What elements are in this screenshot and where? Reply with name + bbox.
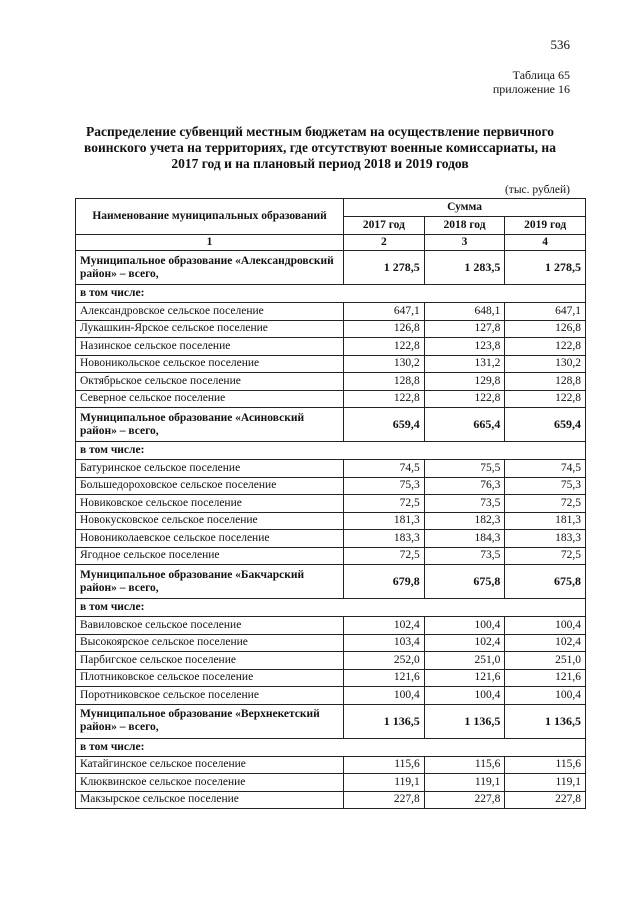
value-2017: 72,5	[344, 495, 425, 513]
table-row	[76, 495, 586, 513]
table-row	[76, 774, 586, 792]
subheading-row	[76, 599, 586, 617]
row-name: Макзырское сельское поселение	[76, 791, 344, 809]
value-2019: 122,8	[505, 390, 586, 408]
value-2019: 100,4	[505, 687, 586, 705]
value-2018: 227,8	[424, 791, 505, 809]
value-2018: 76,3	[424, 477, 505, 495]
value-2017: 74,5	[344, 460, 425, 478]
row-name: Поротниковское сельское поселение	[76, 687, 344, 705]
subheading-label: в том числе:	[76, 599, 586, 617]
value-2019: 659,4	[505, 408, 586, 442]
value-2018: 184,3	[424, 530, 505, 548]
header-year-2019: 2019 год	[505, 217, 586, 235]
value-2018: 123,8	[424, 338, 505, 356]
value-2018: 665,4	[424, 408, 505, 442]
value-2019: 675,8	[505, 565, 586, 599]
value-2017: 181,3	[344, 512, 425, 530]
value-2017: 100,4	[344, 687, 425, 705]
value-2018: 182,3	[424, 512, 505, 530]
value-2019: 1 136,5	[505, 704, 586, 738]
row-name: Новокусковское сельское поселение	[76, 512, 344, 530]
value-2019: 122,8	[505, 338, 586, 356]
subheading-row	[76, 285, 586, 303]
row-name: Большедороховское сельское поселение	[76, 477, 344, 495]
table-row	[76, 669, 586, 687]
row-name: Плотниковское сельское поселение	[76, 669, 344, 687]
table-header	[76, 199, 586, 251]
value-2019: 121,6	[505, 669, 586, 687]
table-row	[76, 355, 586, 373]
table-row	[76, 303, 586, 321]
municipality-total-row	[76, 565, 586, 599]
subheading-label: в том числе:	[76, 442, 586, 460]
table-row	[76, 320, 586, 338]
table-row	[76, 652, 586, 670]
table-body	[76, 251, 586, 809]
row-name: Клюквинское сельское поселение	[76, 774, 344, 792]
value-2019: 647,1	[505, 303, 586, 321]
value-2018: 119,1	[424, 774, 505, 792]
table-row	[76, 460, 586, 478]
row-name: Новоникольское сельское поселение	[76, 355, 344, 373]
row-name: Северное сельское поселение	[76, 390, 344, 408]
value-2019: 75,3	[505, 477, 586, 495]
value-2017: 122,8	[344, 338, 425, 356]
subheading-label: в том числе:	[76, 285, 586, 303]
value-2017: 128,8	[344, 373, 425, 391]
value-2017: 252,0	[344, 652, 425, 670]
value-2017: 679,8	[344, 565, 425, 599]
appendix-label: приложение 16	[492, 82, 570, 96]
value-2019: 130,2	[505, 355, 586, 373]
value-2018: 73,5	[424, 547, 505, 565]
value-2018: 73,5	[424, 495, 505, 513]
row-name: Новониколаевское сельское поселение	[76, 530, 344, 548]
header-num-1: 1	[76, 235, 344, 251]
value-2019: 74,5	[505, 460, 586, 478]
value-2018: 115,6	[424, 756, 505, 774]
value-2017: 227,8	[344, 791, 425, 809]
table-row	[76, 338, 586, 356]
value-2018: 75,5	[424, 460, 505, 478]
value-2019: 119,1	[505, 774, 586, 792]
row-name: Лукашкин-Ярское сельское поселение	[76, 320, 344, 338]
page-number: 536	[550, 37, 570, 52]
value-2019: 72,5	[505, 547, 586, 565]
document-title: Распределение субвенций местным бюджетам на осуществление первичного воинского учета на территориях, где отсутствуют военные комиссариаты, на 2017 год и на плановый период 2018 и 2019 годов	[84, 124, 556, 171]
table-row	[76, 634, 586, 652]
row-name: Муниципальное образование «Верхнекетский район» – всего,	[76, 704, 344, 738]
table-row	[76, 617, 586, 635]
row-name: Октябрьское сельское поселение	[76, 373, 344, 391]
table-row	[76, 791, 586, 809]
table-row	[76, 756, 586, 774]
value-2018: 102,4	[424, 634, 505, 652]
value-2017: 75,3	[344, 477, 425, 495]
table-row	[76, 512, 586, 530]
subheading-label: в том числе:	[76, 738, 586, 756]
value-2017: 122,8	[344, 390, 425, 408]
value-2019: 100,4	[505, 617, 586, 635]
value-2017: 1 278,5	[344, 251, 425, 285]
row-name: Назинское сельское поселение	[76, 338, 344, 356]
row-name: Катайгинское сельское поселение	[76, 756, 344, 774]
value-2017: 647,1	[344, 303, 425, 321]
value-2018: 675,8	[424, 565, 505, 599]
header-name: Наименование муниципальных образований	[76, 199, 344, 235]
value-2019: 102,4	[505, 634, 586, 652]
row-name: Вавиловское сельское поселение	[76, 617, 344, 635]
value-2017: 130,2	[344, 355, 425, 373]
row-name: Муниципальное образование «Асиновский район» – всего,	[76, 408, 344, 442]
value-2019: 72,5	[505, 495, 586, 513]
subheading-row	[76, 738, 586, 756]
row-name: Александровское сельское поселение	[76, 303, 344, 321]
table-caption	[493, 68, 570, 96]
table-row	[76, 687, 586, 705]
row-name: Батуринское сельское поселение	[76, 460, 344, 478]
header-year-2018: 2018 год	[424, 217, 505, 235]
value-2019: 128,8	[505, 373, 586, 391]
value-2017: 115,6	[344, 756, 425, 774]
value-2019: 181,3	[505, 512, 586, 530]
table-row	[76, 547, 586, 565]
value-2018: 100,4	[424, 687, 505, 705]
header-year-2017: 2017 год	[344, 217, 425, 235]
value-2017: 183,3	[344, 530, 425, 548]
table-row	[76, 373, 586, 391]
table-row	[76, 530, 586, 548]
value-2017: 1 136,5	[344, 704, 425, 738]
value-2018: 251,0	[424, 652, 505, 670]
units-label: (тыс. рублей)	[504, 184, 570, 196]
value-2018: 131,2	[424, 355, 505, 373]
row-name: Муниципальное образование «Бакчарский район» – всего,	[76, 565, 344, 599]
municipality-total-row	[76, 704, 586, 738]
value-2017: 119,1	[344, 774, 425, 792]
value-2017: 72,5	[344, 547, 425, 565]
subheading-row	[76, 442, 586, 460]
value-2018: 129,8	[424, 373, 505, 391]
row-name: Ягодное сельское поселение	[76, 547, 344, 565]
value-2017: 659,4	[344, 408, 425, 442]
value-2019: 227,8	[505, 791, 586, 809]
value-2019: 115,6	[505, 756, 586, 774]
subvention-table	[75, 198, 586, 809]
table-label: Таблица 65	[512, 68, 570, 82]
value-2018: 100,4	[424, 617, 505, 635]
row-name: Высокоярское сельское поселение	[76, 634, 344, 652]
value-2018: 121,6	[424, 669, 505, 687]
value-2017: 121,6	[344, 669, 425, 687]
value-2019: 1 278,5	[505, 251, 586, 285]
header-num-3: 3	[424, 235, 505, 251]
value-2017: 103,4	[344, 634, 425, 652]
value-2019: 251,0	[505, 652, 586, 670]
row-name: Парбигское сельское поселение	[76, 652, 344, 670]
value-2019: 126,8	[505, 320, 586, 338]
header-num-2: 2	[344, 235, 425, 251]
value-2018: 1 283,5	[424, 251, 505, 285]
value-2017: 126,8	[344, 320, 425, 338]
table-row	[76, 390, 586, 408]
value-2018: 1 136,5	[424, 704, 505, 738]
value-2019: 183,3	[505, 530, 586, 548]
row-name: Муниципальное образование «Александровский район» – всего,	[76, 251, 344, 285]
value-2018: 648,1	[424, 303, 505, 321]
municipality-total-row	[76, 408, 586, 442]
header-num-4: 4	[505, 235, 586, 251]
value-2017: 102,4	[344, 617, 425, 635]
value-2018: 122,8	[424, 390, 505, 408]
row-name: Новиковское сельское поселение	[76, 495, 344, 513]
value-2018: 127,8	[424, 320, 505, 338]
header-sum: Сумма	[344, 199, 586, 217]
table-row	[76, 477, 586, 495]
municipality-total-row	[76, 251, 586, 285]
